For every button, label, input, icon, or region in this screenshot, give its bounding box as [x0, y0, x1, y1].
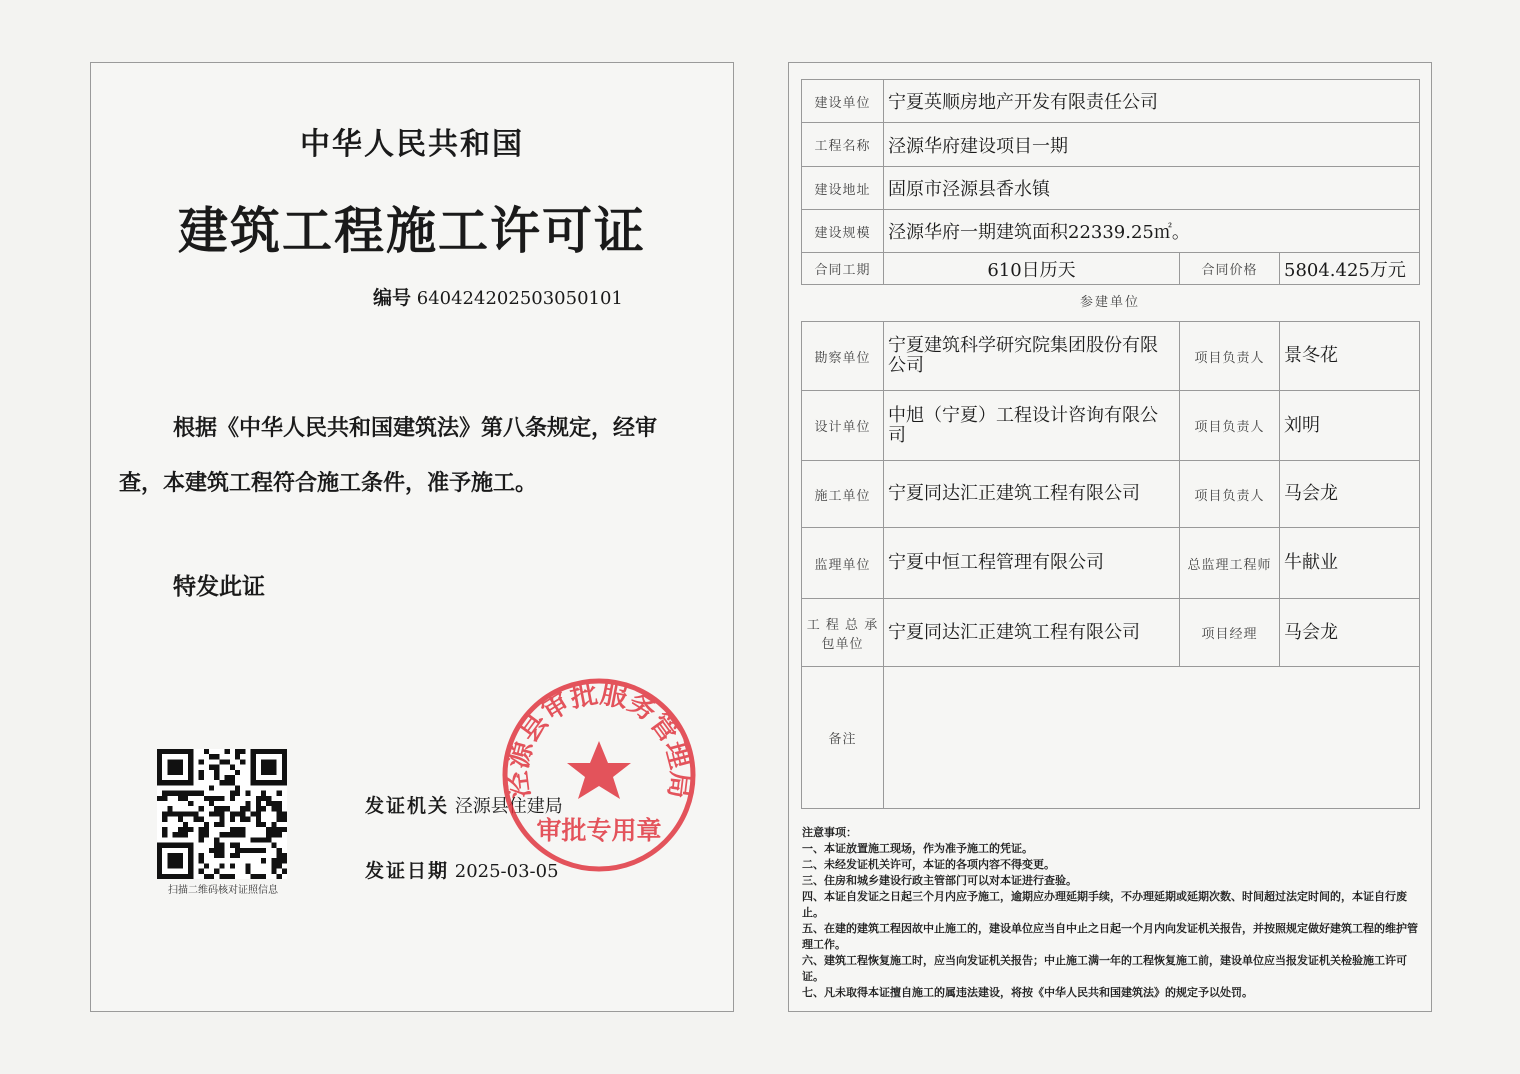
participant-role: 施工单位 — [802, 461, 884, 528]
serial-number: 640424202503050101 — [416, 288, 623, 309]
note-item: 四、本证自发证之日起三个月内应予施工，逾期应办理延期手续，不办理延期或延期次数、时间超过法定时间的，本证自行废止。 — [802, 890, 1407, 919]
builder-value: 宁夏英顺房地产开发有限责任公司 — [884, 80, 1420, 123]
participant-person-label: 项目经理 — [1180, 599, 1280, 667]
participant-person: 牛献业 — [1280, 528, 1420, 599]
project-name-value: 泾源华府建设项目一期 — [884, 123, 1420, 167]
participant-person-label: 项目负责人 — [1180, 391, 1280, 461]
serial-label: 编号 — [373, 287, 412, 309]
notes-title: 注意事项： — [802, 826, 857, 839]
participant-person-label: 项目负责人 — [1180, 461, 1280, 528]
price-value: 5804.425万元 — [1280, 253, 1420, 285]
seal-bottom-text: 审批专用章 — [536, 816, 662, 845]
participant-row — [802, 528, 1420, 599]
participant-unit: 宁夏同达汇正建筑工程有限公司 — [884, 461, 1180, 528]
notes-section — [802, 825, 1418, 1001]
remarks-value — [884, 667, 1420, 809]
participants-heading: 参建单位 — [1079, 295, 1140, 310]
issue-date-value: 2025-03-05 — [454, 861, 559, 882]
certificate-cover — [90, 62, 734, 1012]
period-label: 合同工期 — [802, 253, 884, 285]
participant-person: 马会龙 — [1280, 461, 1420, 528]
participant-person-label: 总监理工程师 — [1180, 528, 1280, 599]
note-item: 六、建筑工程恢复施工时，应当向发证机关报告；中止施工满一年的工程恢复施工前，建设单位应当报发证机关检验施工许可证。 — [802, 954, 1407, 983]
participant-person: 马会龙 — [1280, 599, 1420, 667]
scale-value: 泾源华府一期建筑面积22339.25㎡。 — [884, 210, 1420, 253]
issue-date-label: 发证日期 — [365, 860, 450, 882]
participant-role: 工 程 总 承包单位 — [802, 599, 884, 667]
participant-row — [802, 461, 1420, 528]
scale-label: 建设规模 — [802, 210, 884, 253]
participants-table — [801, 321, 1420, 809]
special-issue-text: 特发此证 — [173, 573, 265, 600]
participant-person: 刘明 — [1280, 391, 1420, 461]
participant-unit: 宁夏同达汇正建筑工程有限公司 — [884, 599, 1180, 667]
note-item: 三、住房和城乡建设行政主管部门可以对本证进行查验。 — [802, 874, 1077, 887]
issuer-value: 泾源县住建局 — [454, 796, 563, 817]
certificate-details — [788, 62, 1432, 1012]
participant-row — [802, 599, 1420, 667]
qr-caption: 扫描二维码核对证照信息 — [168, 885, 278, 896]
project-info-table — [801, 79, 1420, 285]
participant-unit: 宁夏中恒工程管理有限公司 — [884, 528, 1180, 599]
country-title: 中华人民共和国 — [300, 127, 524, 162]
seal-text: 泾源县审批服务管理局 — [502, 678, 696, 801]
period-value: 610日历天 — [884, 253, 1180, 285]
statement-line-2: 查，本建筑工程符合施工条件，准予施工。 — [119, 470, 538, 496]
participant-role: 监理单位 — [802, 528, 884, 599]
participant-unit: 中旭（宁夏）工程设计咨询有限公司 — [884, 391, 1180, 461]
participant-person: 景冬花 — [1280, 322, 1420, 391]
project-name-label: 工程名称 — [802, 123, 884, 167]
statement-line-1: 根据《中华人民共和国建筑法》第八条规定，经审 — [173, 415, 658, 441]
note-item: 七、凡未取得本证擅自施工的属违法建设，将按《中华人民共和国建筑法》的规定予以处罚。 — [802, 986, 1253, 999]
participant-row — [802, 391, 1420, 461]
issuer-label: 发证机关 — [365, 795, 450, 817]
document-title: 建筑工程施工许可证 — [178, 201, 646, 260]
participant-person-label: 项目负责人 — [1180, 322, 1280, 391]
builder-label: 建设单位 — [802, 80, 884, 123]
participant-row — [802, 322, 1420, 391]
price-label: 合同价格 — [1180, 253, 1280, 285]
notes-list — [802, 841, 1418, 1001]
official-seal-icon — [499, 675, 699, 875]
participant-role: 设计单位 — [802, 391, 884, 461]
participant-unit: 宁夏建筑科学研究院集团股份有限公司 — [884, 322, 1180, 391]
note-item: 一、本证放置施工现场，作为准予施工的凭证。 — [802, 842, 1033, 855]
address-value: 固原市泾源县香水镇 — [884, 167, 1420, 210]
approval-statement — [119, 401, 719, 511]
address-label: 建设地址 — [802, 167, 884, 210]
note-item: 二、未经发证机关许可，本证的各项内容不得变更。 — [802, 858, 1055, 871]
participant-role: 勘察单位 — [802, 322, 884, 391]
note-item: 五、在建的建筑工程因故中止施工的，建设单位应当自中止之日起一个月内向发证机关报告，并按照规定做好建筑工程的维护管理工作。 — [802, 922, 1418, 951]
qr-code-icon[interactable] — [157, 749, 287, 879]
serial-number-row — [373, 283, 623, 310]
remarks-label: 备注 — [802, 667, 884, 809]
